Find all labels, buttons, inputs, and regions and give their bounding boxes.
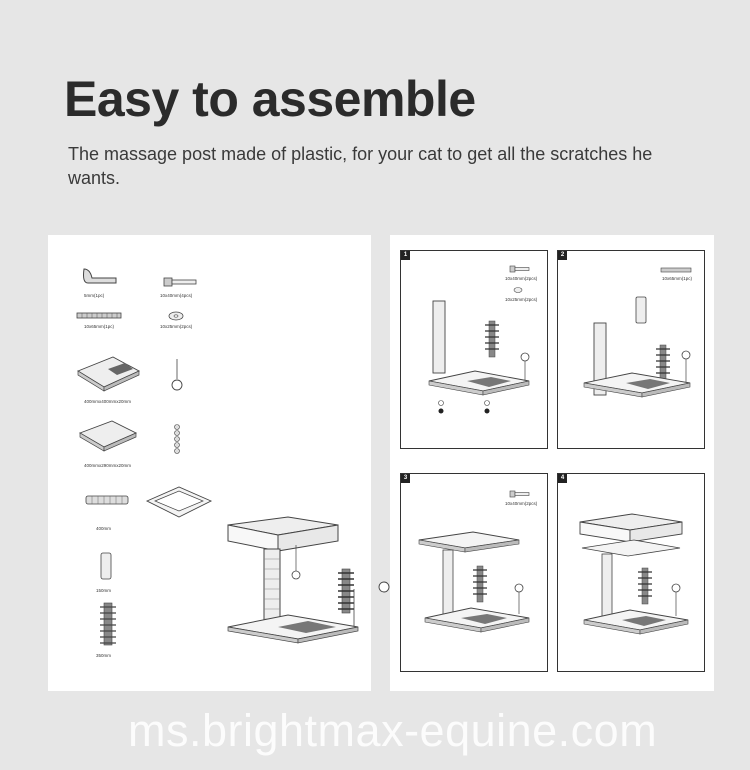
step-number: 4 (558, 474, 567, 483)
step-1-illustration (419, 299, 539, 429)
step-number: 1 (401, 251, 410, 260)
bolt-icon (509, 490, 531, 498)
part-label: 350mm (96, 653, 112, 658)
spring-ball-icon (170, 357, 184, 393)
bead-chain-icon (170, 423, 184, 463)
assembly-step-4 (557, 473, 705, 672)
step-2-illustration (576, 291, 696, 421)
bolt-icon (509, 265, 531, 273)
step-part-label: 10x40mm(2pcs) (505, 501, 538, 506)
step-4-illustration (572, 508, 696, 648)
part-label: 10x25mm(2pcs) (160, 324, 193, 329)
base-board-icon (73, 353, 143, 393)
hex-key-icon (80, 265, 120, 287)
bolt-icon (163, 275, 199, 289)
assembly-step-2 (557, 250, 705, 449)
small-board-icon (76, 417, 140, 453)
watermark: ms.brightmax-equine.com (128, 705, 658, 756)
part-label: 400mmx290mmx20mm (84, 463, 132, 468)
step-number: 3 (401, 474, 410, 483)
sisal-post-icon (84, 493, 132, 507)
assembly-steps-panel (390, 235, 714, 691)
page-title: Easy to assemble (64, 71, 476, 127)
bed-tray-icon (143, 483, 215, 523)
step-number: 2 (558, 251, 567, 260)
step-3-illustration (415, 510, 539, 640)
part-label: 10x40mm(4pcs) (160, 293, 193, 298)
short-post-icon (98, 551, 114, 581)
brush-post-icon (98, 601, 118, 647)
assembly-step-3 (400, 473, 548, 672)
step-part-label: 10x65mm(1pc) (662, 276, 693, 281)
washer-icon (513, 287, 523, 293)
part-label: 150mm (96, 588, 112, 593)
step-part-label: 10x40mm(2pcs) (505, 276, 538, 281)
threaded-rod-icon (76, 311, 124, 321)
assembled-scratcher-illustration (218, 515, 368, 645)
step-part-label: 10x25mm(2pcs) (505, 297, 538, 302)
assembly-step-1 (400, 250, 548, 449)
threaded-rod-icon (660, 267, 694, 273)
part-label: 400mmx400mmx20mm (84, 399, 132, 404)
page-subtitle: The massage post made of plastic, for your cat to get all the scratches he wants. (68, 144, 653, 188)
washer-icon (168, 311, 184, 321)
part-label: 10x65mm(1pc) (84, 324, 115, 329)
part-label: 5mm(1pc) (84, 293, 105, 298)
parts-list-panel (48, 235, 371, 691)
part-label: 400mm (96, 526, 112, 531)
